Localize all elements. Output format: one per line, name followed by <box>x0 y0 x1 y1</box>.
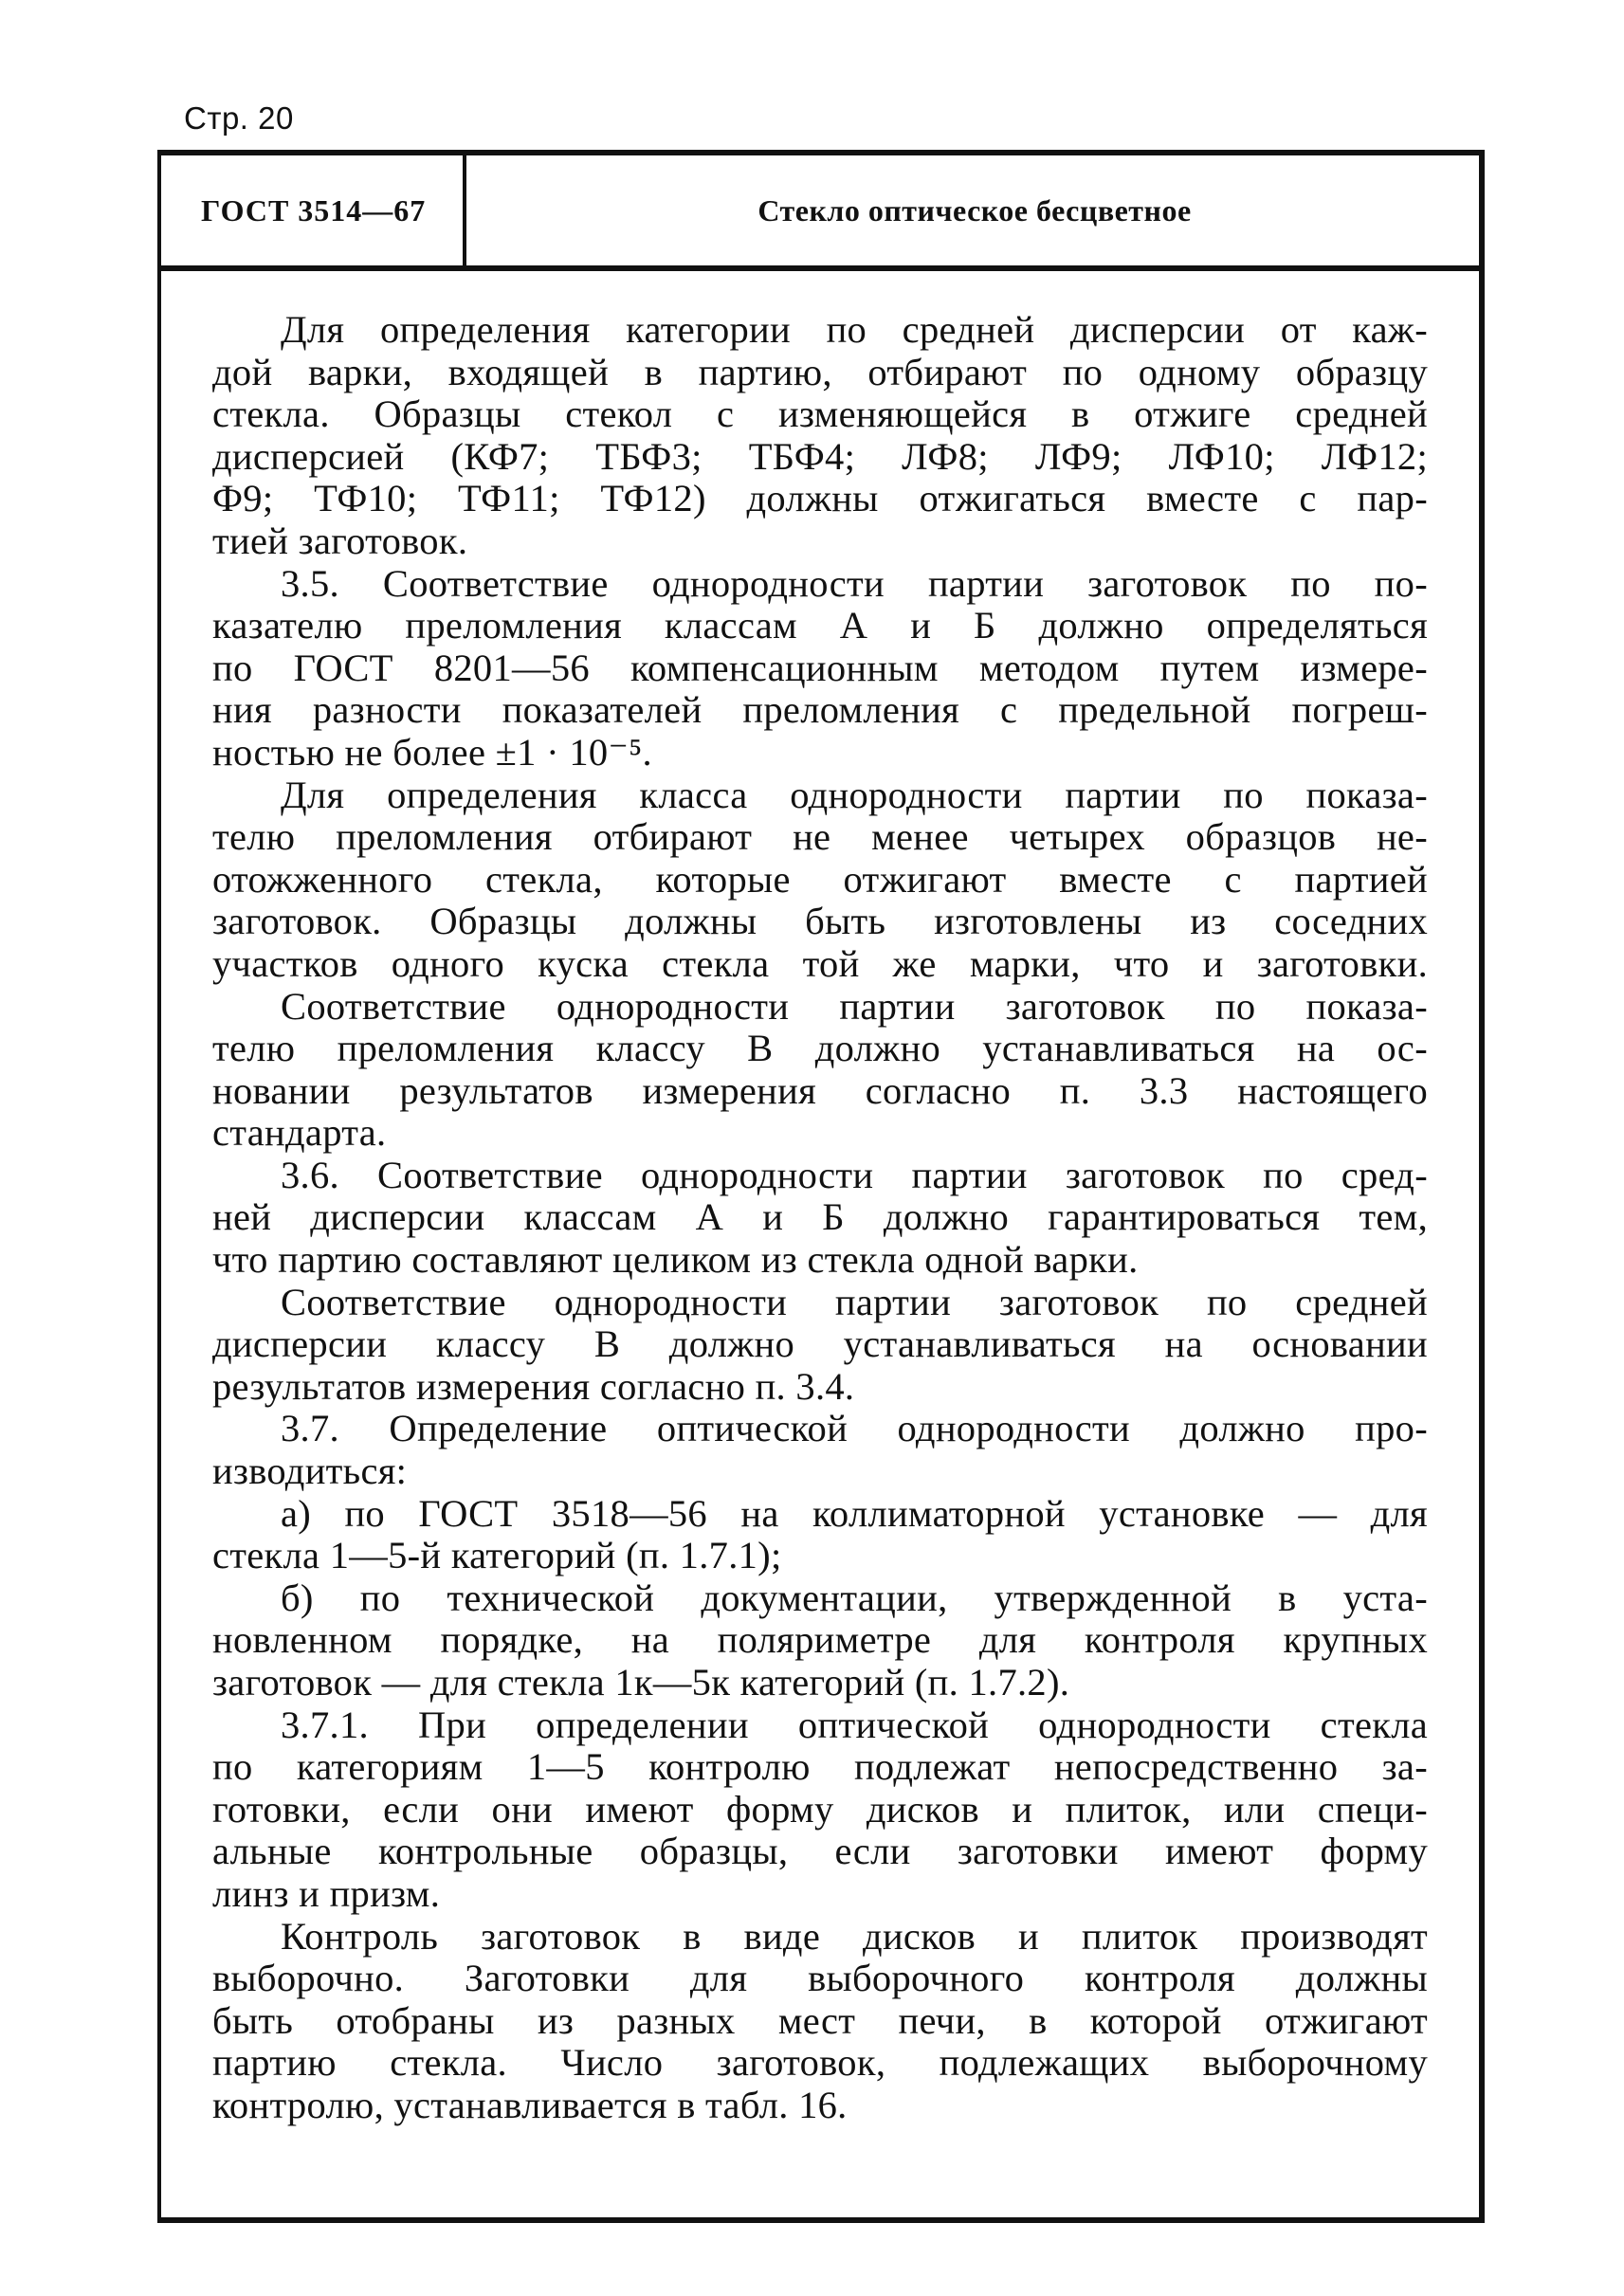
text-line: отожженного стекла, которые отжигают вместе с партией <box>212 857 1428 901</box>
text-line: 3.5. Соответствие однородности партии заготовок по по- <box>281 561 1428 605</box>
text-line: что партию составляют целиком из стекла одной варки. <box>212 1238 1139 1282</box>
text-line: результатов измерения согласно п. 3.4. <box>212 1364 855 1408</box>
text-line: ностью не более ±1 · 10⁻⁵. <box>212 730 652 774</box>
text-line: 3.6. Соответствие однородности партии заготовок по сред- <box>281 1153 1428 1196</box>
text-line: дисперсией (КФ7; ТБФ3; ТБФ4; ЛФ8; ЛФ9; ЛФ10; ЛФ12; <box>212 434 1428 478</box>
text-line: ней дисперсии классам А и Б должно гарантироваться тем, <box>212 1195 1428 1239</box>
body-text <box>212 309 1428 2127</box>
text-line: дисперсии классу В должно устанавливаться на основании <box>212 1322 1428 1366</box>
text-line: Соответствие однородности партии заготовок по средней <box>281 1280 1428 1323</box>
page-number: Стр. 20 <box>184 100 294 136</box>
text-line: а) по ГОСТ 3518—56 на коллиматорной установке — для <box>281 1491 1428 1535</box>
text-line: 3.7. Определение оптической однородности должно про- <box>281 1407 1428 1450</box>
text-line: телю преломления классу В должно устанавливаться на ос- <box>212 1027 1428 1070</box>
text-line: новленном порядке, на поляриметре для контроля крупных <box>212 1618 1428 1662</box>
text-line: выборочно. Заготовки для выборочного контроля должны <box>212 1957 1428 2000</box>
text-line: стекла. Образцы стекол с изменяющейся в отжиге средней <box>212 392 1428 436</box>
text-line: новании результатов измерения согласно п. 3.3 настоящего <box>212 1068 1428 1112</box>
text-line: б) по технической документации, утвержденной в уста- <box>281 1576 1428 1619</box>
text-line: заготовок — для стекла 1к—5к категорий (п. 1.7.2). <box>212 1661 1070 1704</box>
text-line: партию стекла. Число заготовок, подлежащих выборочному <box>212 2041 1428 2085</box>
text-line: телю преломления отбирают не менее четырех образцов не- <box>212 815 1428 859</box>
text-line: дой варки, входящей в партию, отбирают по одному образцу <box>212 350 1428 393</box>
text-line: казателю преломления классам А и Б должно определяться <box>212 604 1428 647</box>
text-line: по ГОСТ 8201—56 компенсационным методом путем измере- <box>212 646 1428 689</box>
page-frame <box>157 150 1485 2223</box>
text-line: Контроль заготовок в виде дисков и плиток производят <box>281 1914 1428 1958</box>
text-line: контролю, устанавливается в табл. 16. <box>212 2083 848 2126</box>
text-line: тией заготовок. <box>212 519 468 562</box>
text-line: готовки, если они имеют форму дисков и плиток, или специ- <box>212 1787 1428 1831</box>
text-line: заготовок. Образцы должны быть изготовлены из соседних <box>212 900 1428 943</box>
text-line: Для определения категории по средней дисперсии от каж- <box>281 308 1428 351</box>
text-line: ния разности показателей преломления с предельной погреш- <box>212 688 1428 732</box>
text-line: Ф9; ТФ10; ТФ11; ТФ12) должны отжигаться вместе с пар- <box>212 477 1428 520</box>
text-line: Для определения класса однородности партии по показа- <box>281 773 1428 816</box>
text-line: по категориям 1—5 контролю подлежат непосредственно за- <box>212 1745 1428 1789</box>
text-line: участков одного куска стекла той же марки, что и заготовки. <box>212 941 1428 985</box>
text-line: 3.7.1. При определении оптической однородности стекла <box>281 1703 1428 1746</box>
document-title: Стекло оптическое бесцветное <box>757 192 1192 228</box>
text-line: стекла 1—5-й категорий (п. 1.7.1); <box>212 1534 782 1577</box>
standard-code: ГОСТ 3514—67 <box>161 155 466 265</box>
text-line: быть отобраны из разных мест печи, в которой отжигают <box>212 1998 1428 2042</box>
text-line: альные контрольные образцы, если заготовки имеют форму <box>212 1830 1428 1873</box>
page-header <box>161 155 1479 271</box>
text-line: линз и призм. <box>212 1871 441 1915</box>
text-line: стандарта. <box>212 1111 387 1155</box>
text-line: Соответствие однородности партии заготовок по показа- <box>281 984 1428 1028</box>
text-line: изводиться: <box>212 1449 408 1493</box>
